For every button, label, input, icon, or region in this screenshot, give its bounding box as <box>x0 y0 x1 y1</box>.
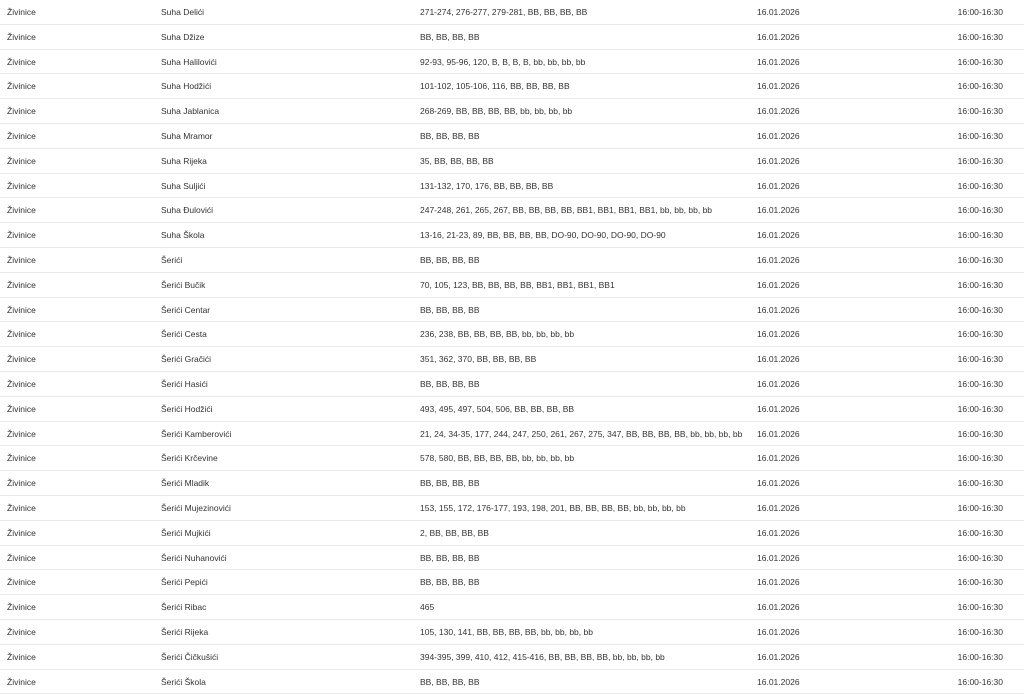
street-cell: Šerići Ribac <box>161 602 207 613</box>
street-cell: Šerići Krčevine <box>161 453 218 464</box>
time-cell: 16:00-16:30 <box>957 7 1003 17</box>
municipality-cell: Živinice <box>7 503 36 513</box>
table-row <box>0 25 1024 50</box>
table-row <box>0 595 1024 620</box>
date-cell: 16.01.2026 <box>757 527 800 538</box>
street-cell: Suha Jablanica <box>161 106 220 117</box>
date-cell: 16.01.2026 <box>757 180 800 191</box>
date-cell: 16.01.2026 <box>757 577 800 588</box>
house-numbers-cell: 101-102, 105-106, 116, BB, BB, BB, BB <box>420 81 570 92</box>
municipality-cell: Živinice <box>7 627 36 637</box>
time-cell: 16:00-16:30 <box>957 627 1003 637</box>
municipality-cell: Živinice <box>7 155 36 166</box>
table-row <box>0 347 1024 372</box>
date-cell: 16.01.2026 <box>757 403 800 414</box>
street-cell: Šerići Hasići <box>161 379 208 389</box>
time-cell: 16:00-16:30 <box>957 255 1003 265</box>
date-cell: 16.01.2026 <box>757 478 800 489</box>
municipality-cell: Živinice <box>7 428 36 439</box>
municipality-cell: Živinice <box>7 651 36 662</box>
time-cell: 16:00-16:30 <box>957 81 1003 92</box>
table-row <box>0 248 1024 273</box>
time-cell: 16:00-16:30 <box>957 651 1003 662</box>
date-cell: 16.01.2026 <box>757 106 800 117</box>
street-cell: Šerići Rijeka <box>161 627 209 637</box>
table-row <box>0 570 1024 595</box>
street-cell: Šerići <box>161 255 183 265</box>
street-cell: Šerići Cesta <box>161 329 207 340</box>
municipality-cell: Živinice <box>7 279 36 290</box>
municipality-cell: Živinice <box>7 131 36 141</box>
street-cell: Šerići Škola <box>161 676 206 687</box>
street-cell: Suha Suljići <box>161 180 206 191</box>
date-cell: 16.01.2026 <box>757 676 800 687</box>
table-row <box>0 149 1024 174</box>
table-row <box>0 372 1024 397</box>
house-numbers-cell: 153, 155, 172, 176-177, 193, 198, 201, BB, BB, BB, BB, bb, bb, bb, bb <box>420 503 686 513</box>
date-cell: 16.01.2026 <box>757 602 800 613</box>
house-numbers-cell: 70, 105, 123, BB, BB, BB, BB, BB1, BB1, BB1, BB1 <box>420 279 615 290</box>
municipality-cell: Živinice <box>7 81 36 92</box>
date-cell: 16.01.2026 <box>757 453 800 464</box>
municipality-cell: Živinice <box>7 230 36 241</box>
house-numbers-cell: 268-269, BB, BB, BB, BB, bb, bb, bb, bb <box>420 106 573 117</box>
date-cell: 16.01.2026 <box>757 503 800 513</box>
date-cell: 16.01.2026 <box>757 651 800 662</box>
table-row <box>0 546 1024 571</box>
municipality-cell: Živinice <box>7 255 36 265</box>
table-row <box>0 670 1024 695</box>
date-cell: 16.01.2026 <box>757 552 800 563</box>
table-row <box>0 521 1024 546</box>
time-cell: 16:00-16:30 <box>957 577 1003 588</box>
time-cell: 16:00-16:30 <box>957 478 1003 489</box>
street-cell: Šerići Nuhanovići <box>161 552 227 563</box>
municipality-cell: Živinice <box>7 329 36 340</box>
date-cell: 16.01.2026 <box>757 354 800 365</box>
house-numbers-cell: BB, BB, BB, BB <box>420 676 480 687</box>
date-cell: 16.01.2026 <box>757 255 800 265</box>
house-numbers-cell: 131-132, 170, 176, BB, BB, BB, BB <box>420 180 554 191</box>
time-cell: 16:00-16:30 <box>957 676 1003 687</box>
table-row <box>0 273 1024 298</box>
municipality-cell: Živinice <box>7 453 36 464</box>
street-cell: Šerići Mujezinovići <box>161 503 231 513</box>
house-numbers-cell: BB, BB, BB, BB <box>420 379 480 389</box>
time-cell: 16:00-16:30 <box>957 205 1003 216</box>
table-row <box>0 620 1024 645</box>
time-cell: 16:00-16:30 <box>957 403 1003 414</box>
date-cell: 16.01.2026 <box>757 379 800 389</box>
municipality-cell: Živinice <box>7 180 36 191</box>
street-cell: Šerići Mujkići <box>161 527 211 538</box>
house-numbers-cell: BB, BB, BB, BB <box>420 577 480 588</box>
time-cell: 16:00-16:30 <box>957 56 1003 67</box>
table-row <box>0 74 1024 99</box>
time-cell: 16:00-16:30 <box>957 131 1003 141</box>
table-row <box>0 298 1024 323</box>
time-cell: 16:00-16:30 <box>957 379 1003 389</box>
street-cell: Suha Hodžići <box>161 81 212 92</box>
street-cell: Šerići Kamberovići <box>161 428 232 439</box>
house-numbers-cell: BB, BB, BB, BB <box>420 255 480 265</box>
house-numbers-cell: BB, BB, BB, BB <box>420 304 480 315</box>
municipality-cell: Živinice <box>7 106 36 117</box>
house-numbers-cell: 92-93, 95-96, 120, B, B, B, B, bb, bb, bb, bb <box>420 56 586 67</box>
time-cell: 16:00-16:30 <box>957 329 1003 340</box>
time-cell: 16:00-16:30 <box>957 304 1003 315</box>
table-row <box>0 496 1024 521</box>
street-cell: Šerići Bučik <box>161 279 206 290</box>
date-cell: 16.01.2026 <box>757 230 800 241</box>
municipality-cell: Živinice <box>7 7 36 17</box>
house-numbers-cell: BB, BB, BB, BB <box>420 31 480 42</box>
house-numbers-cell: 247-248, 261, 265, 267, BB, BB, BB, BB, BB1, BB1, BB1, BB1, bb, bb, bb, bb <box>420 205 713 216</box>
time-cell: 16:00-16:30 <box>957 428 1003 439</box>
date-cell: 16.01.2026 <box>757 304 800 315</box>
street-cell: Suha Halilovići <box>161 56 217 67</box>
date-cell: 16.01.2026 <box>757 81 800 92</box>
date-cell: 16.01.2026 <box>757 428 800 439</box>
street-cell: Suha Škola <box>161 230 205 241</box>
municipality-cell: Živinice <box>7 205 36 216</box>
date-cell: 16.01.2026 <box>757 627 800 637</box>
street-cell: Šerići Centar <box>161 304 211 315</box>
time-cell: 16:00-16:30 <box>957 106 1003 117</box>
house-numbers-cell: 2, BB, BB, BB, BB <box>420 527 489 538</box>
time-cell: 16:00-16:30 <box>957 155 1003 166</box>
house-numbers-cell: 271-274, 276-277, 279-281, BB, BB, BB, BB <box>420 7 588 17</box>
house-numbers-cell: 35, BB, BB, BB, BB <box>420 155 494 166</box>
street-cell: Šerići Hodžići <box>161 403 213 414</box>
house-numbers-cell: 105, 130, 141, BB, BB, BB, BB, bb, bb, bb, bb <box>420 627 593 637</box>
municipality-cell: Živinice <box>7 403 36 414</box>
street-cell: Šerići Gračići <box>161 354 212 365</box>
municipality-cell: Živinice <box>7 31 36 42</box>
table-row <box>0 124 1024 149</box>
house-numbers-cell: 493, 495, 497, 504, 506, BB, BB, BB, BB <box>420 403 575 414</box>
table-row <box>0 99 1024 124</box>
municipality-cell: Živinice <box>7 354 36 365</box>
date-cell: 16.01.2026 <box>757 329 800 340</box>
street-cell: Suha Mramor <box>161 131 213 141</box>
table-row <box>0 397 1024 422</box>
table-row <box>0 198 1024 223</box>
time-cell: 16:00-16:30 <box>957 354 1003 365</box>
date-cell: 16.01.2026 <box>757 56 800 67</box>
time-cell: 16:00-16:30 <box>957 31 1003 42</box>
house-numbers-cell: 13-16, 21-23, 89, BB, BB, BB, BB, DO-90, DO-90, DO-90, DO-90 <box>420 230 666 241</box>
street-cell: Suha Džize <box>161 31 205 42</box>
time-cell: 16:00-16:30 <box>957 230 1003 241</box>
time-cell: 16:00-16:30 <box>957 503 1003 513</box>
house-numbers-cell: BB, BB, BB, BB <box>420 131 480 141</box>
table-row <box>0 223 1024 248</box>
table-row <box>0 446 1024 471</box>
municipality-cell: Živinice <box>7 56 36 67</box>
date-cell: 16.01.2026 <box>757 279 800 290</box>
house-numbers-cell: BB, BB, BB, BB <box>420 552 480 563</box>
street-cell: Suha Đulovići <box>161 205 213 216</box>
time-cell: 16:00-16:30 <box>957 279 1003 290</box>
municipality-cell: Živinice <box>7 676 36 687</box>
time-cell: 16:00-16:30 <box>957 180 1003 191</box>
table-row <box>0 471 1024 496</box>
time-cell: 16:00-16:30 <box>957 602 1003 613</box>
street-cell: Šerići Mladik <box>161 478 210 489</box>
time-cell: 16:00-16:30 <box>957 453 1003 464</box>
time-cell: 16:00-16:30 <box>957 527 1003 538</box>
municipality-cell: Živinice <box>7 577 36 588</box>
table-row <box>0 322 1024 347</box>
house-numbers-cell: BB, BB, BB, BB <box>420 478 480 489</box>
street-cell: Suha Delići <box>161 7 204 17</box>
municipality-cell: Živinice <box>7 379 36 389</box>
municipality-cell: Živinice <box>7 602 36 613</box>
municipality-cell: Živinice <box>7 552 36 563</box>
date-cell: 16.01.2026 <box>757 7 800 17</box>
table-row <box>0 0 1024 25</box>
date-cell: 16.01.2026 <box>757 131 800 141</box>
house-numbers-cell: 236, 238, BB, BB, BB, BB, bb, bb, bb, bb <box>420 329 575 340</box>
date-cell: 16.01.2026 <box>757 155 800 166</box>
municipality-cell: Živinice <box>7 478 36 489</box>
table-row <box>0 174 1024 199</box>
time-cell: 16:00-16:30 <box>957 552 1003 563</box>
street-cell: Suha Rijeka <box>161 155 207 166</box>
house-numbers-cell: 578, 580, BB, BB, BB, BB, bb, bb, bb, bb <box>420 453 575 464</box>
street-cell: Šerići Pepići <box>161 577 208 588</box>
table-row <box>0 422 1024 447</box>
table-row <box>0 645 1024 670</box>
house-numbers-cell: 394-395, 399, 410, 412, 415-416, BB, BB, BB, BB, bb, bb, bb, bb <box>420 651 665 662</box>
street-cell: Šerići Čičkušići <box>161 651 219 662</box>
house-numbers-cell: 351, 362, 370, BB, BB, BB, BB <box>420 354 537 365</box>
municipality-cell: Živinice <box>7 304 36 315</box>
table-row <box>0 50 1024 75</box>
date-cell: 16.01.2026 <box>757 205 800 216</box>
house-numbers-cell: 21, 24, 34-35, 177, 244, 247, 250, 261, 267, 275, 347, BB, BB, BB, BB, bb, bb, bb, bb <box>420 428 743 439</box>
date-cell: 16.01.2026 <box>757 31 800 42</box>
house-numbers-cell: 465 <box>420 602 435 613</box>
municipality-cell: Živinice <box>7 527 36 538</box>
